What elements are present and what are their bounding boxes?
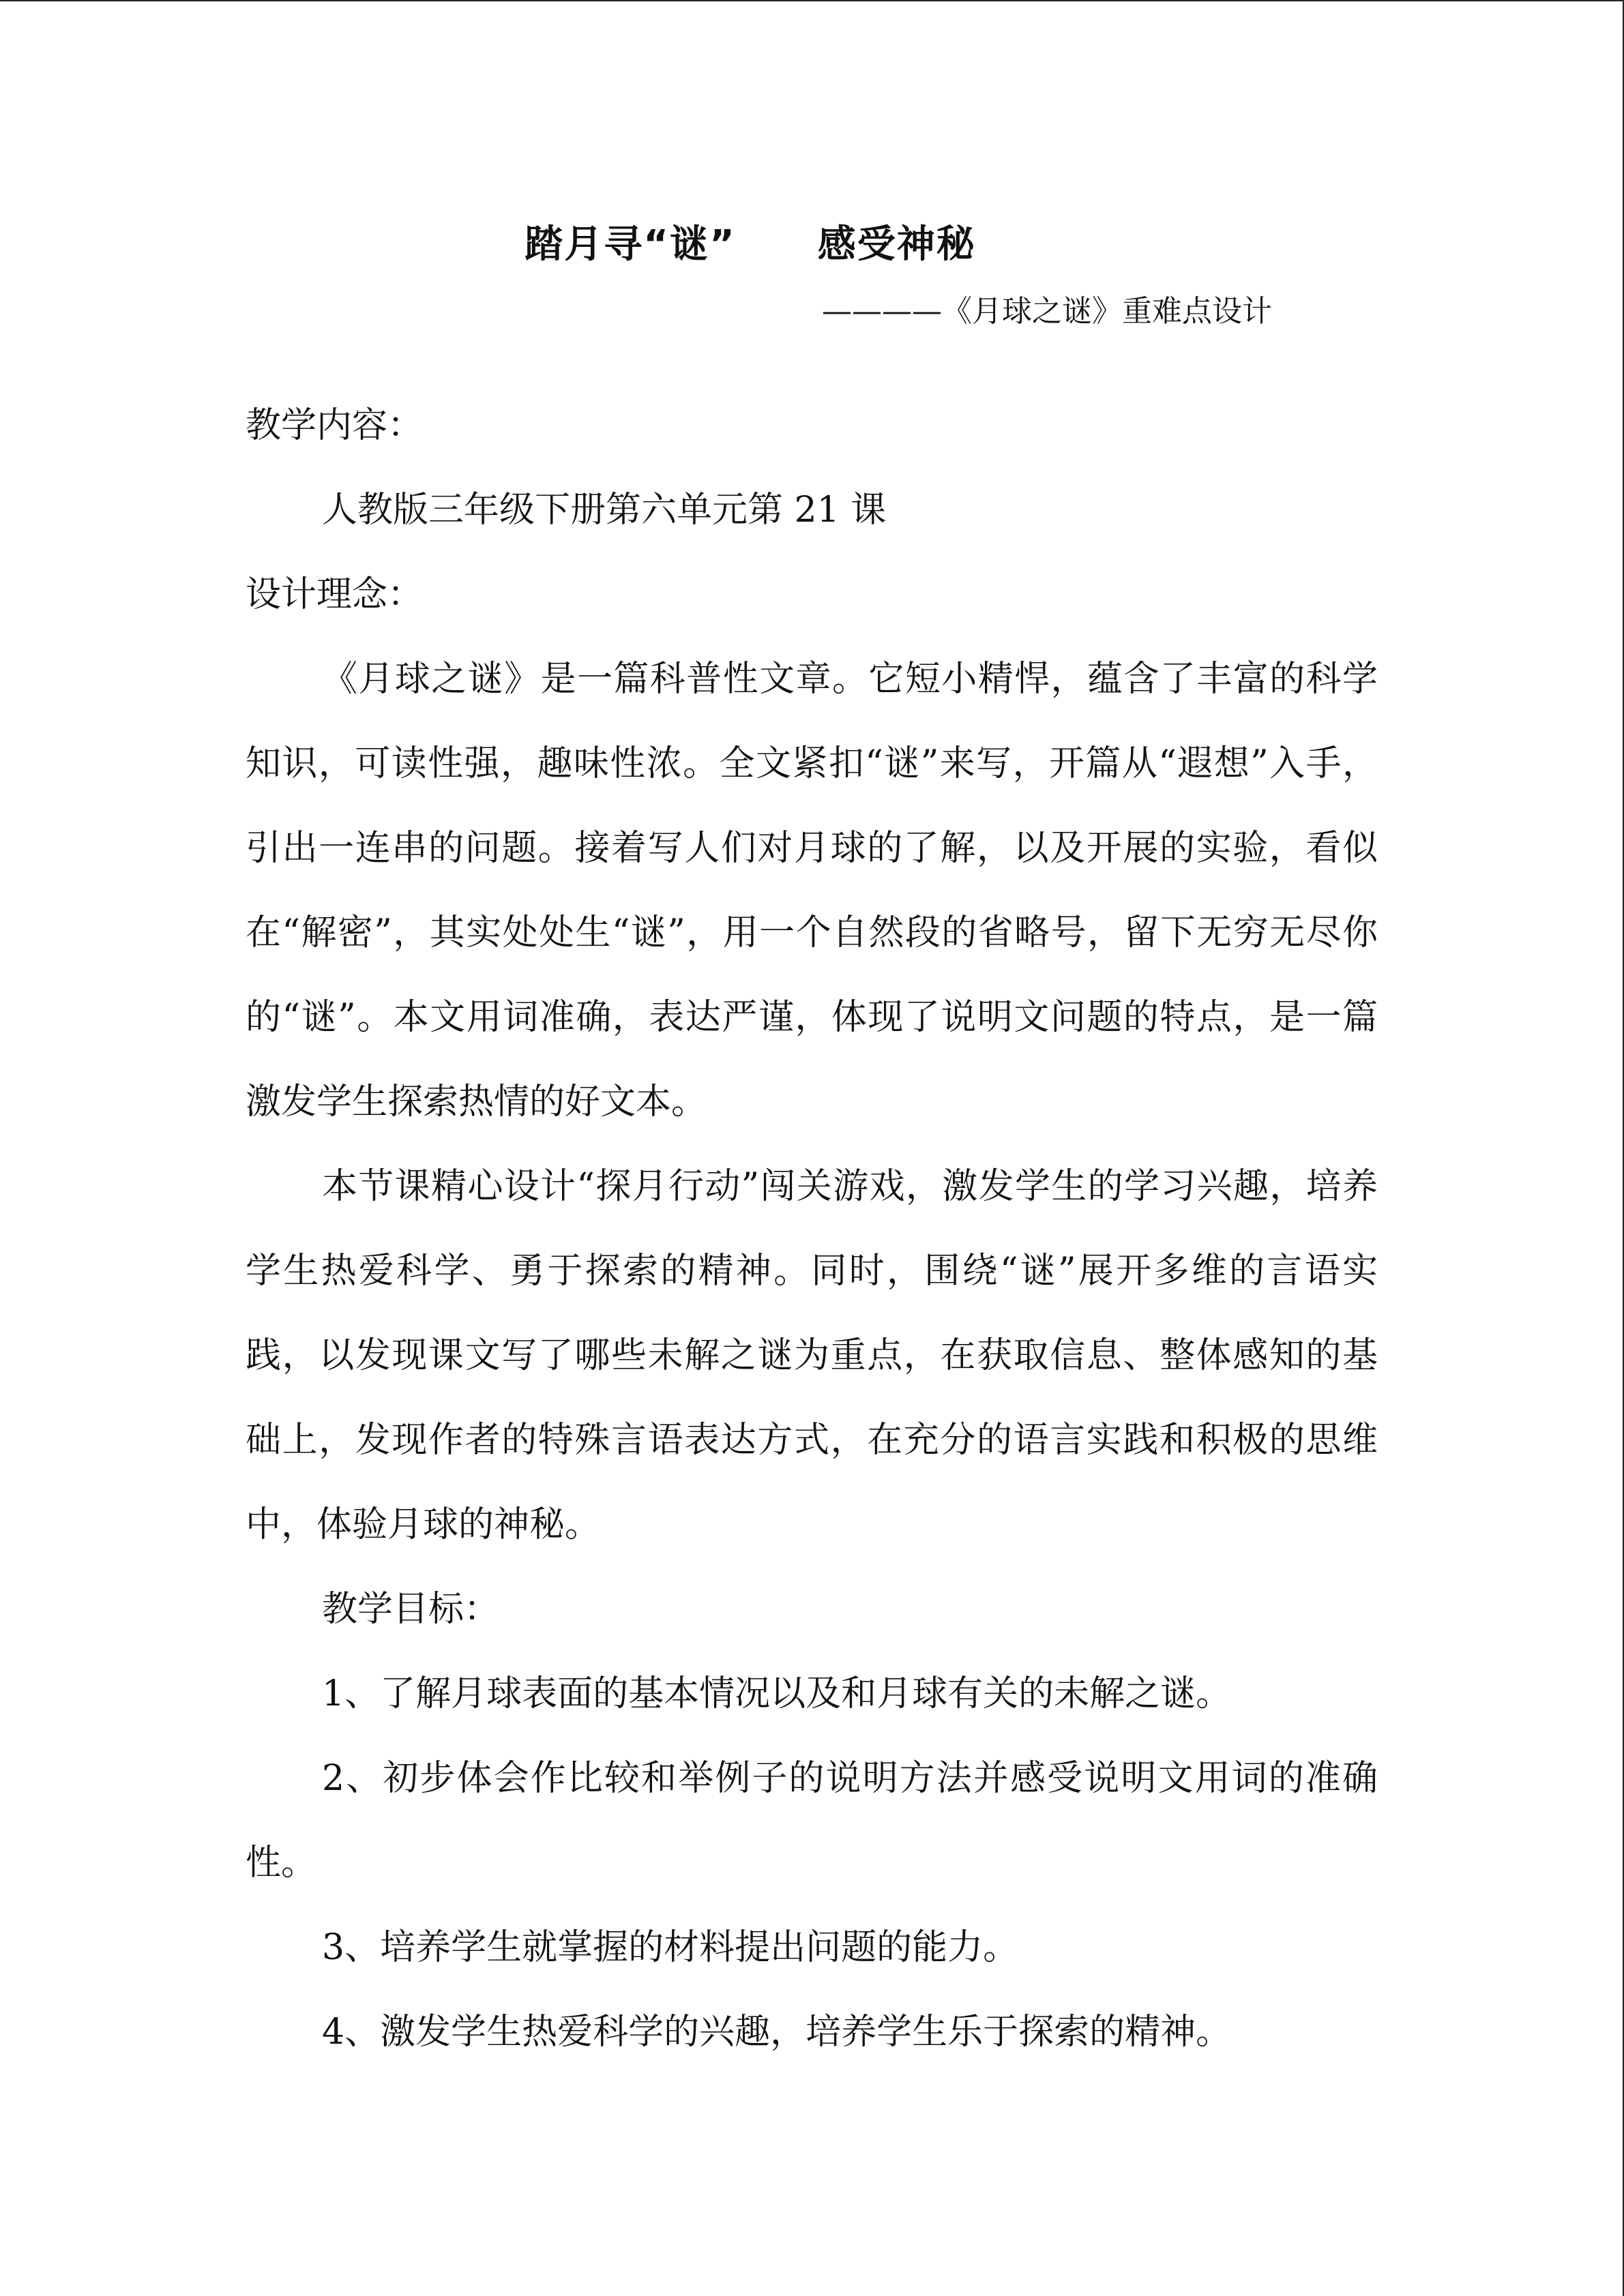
- document-subtitle: ————《月球之谜》重难点设计: [822, 294, 1272, 329]
- objective-item-3: 3、培养学生就掌握的材料提出问题的能力。: [322, 1927, 1019, 1968]
- section-heading-objectives: 教学目标：: [322, 1589, 500, 1630]
- objective-item-2: 2、初步体会作比较和举例子的说明方法并感受说明文用词的准确性。: [246, 1758, 1378, 1883]
- title-left: 踏月寻“谜”: [525, 222, 736, 267]
- objective-item-1: 1、了解月球表面的基本情况以及和月球有关的未解之谜。: [322, 1673, 1232, 1714]
- paragraph-content: 人教版三年级下册第六单元第 21 课: [322, 490, 887, 531]
- title-right: 感受神秘: [817, 222, 976, 267]
- objective-item-4: 4、激发学生热爱科学的兴趣，培养学生乐于探索的精神。: [322, 2012, 1232, 2053]
- section-heading-concept: 设计理念：: [246, 574, 424, 615]
- paragraph-concept-1: 《月球之谜》是一篇科普性文章。它短小精悍，蕴含了丰富的科学知识，可读性强，趣味性浓。全文紧扣“谜”来写，开篇从“遐想”入手，引出一连串的问题。接着写人们对月球的了解，以及开展的实验，看似在“解密”，其实处处生“谜”，用一个自然段的省略号，留下无穷无尽你的“谜”。本文用词准确，表达严谨，体现了说明文问题的特点，是一篇激发学生探索热情的好文本。: [246, 659, 1378, 1122]
- document-body: [246, 383, 1378, 2074]
- paragraph-concept-2: 本节课精心设计“探月行动”闯关游戏，激发学生的学习兴趣，培养学生热爱科学、勇于探索的精神。同时，围绕“谜”展开多维的言语实践，以发现课文写了哪些未解之谜为重点，在获取信息、整体感知的基础上，发现作者的特殊言语表达方式，在充分的语言实践和积极的思维中，体验月球的神秘。: [246, 1166, 1378, 1545]
- document-title: [0, 214, 1501, 269]
- section-heading-content: 教学内容：: [246, 405, 424, 446]
